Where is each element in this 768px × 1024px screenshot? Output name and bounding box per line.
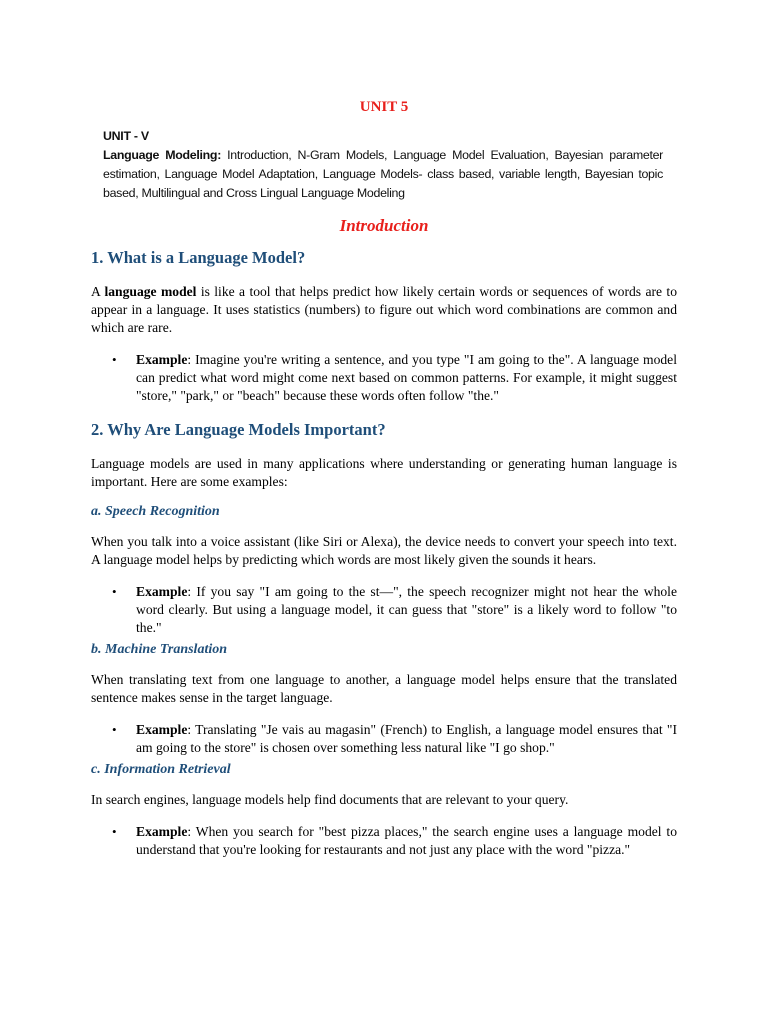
example-text: : Imagine you're writing a sentence, and you type "I am going to the". A language model can predict what word might come next based on common patterns. For example, it might suggest "store," "park," or "beach" because these words often follow "the."	[136, 352, 677, 403]
example-text: : When you search for "best pizza places," the search engine uses a language model to understand that you're looking for restaurants and not just any place with the word "pizza."	[136, 824, 677, 857]
example-label: Example	[136, 722, 188, 737]
main-content	[91, 247, 677, 859]
topics-list: Introduction, N-Gram Models, Language Model Evaluation, Bayesian parameter estimation, Language Model Adaptation, Language Models- class based, variable length, Bayesian topic based, Multilingual and Cross Lingual Language Modeling	[103, 148, 664, 200]
bullet-icon: •	[112, 722, 117, 737]
example-list	[91, 351, 677, 405]
section1-paragraph	[91, 283, 677, 337]
list-item	[112, 583, 677, 637]
bullet-icon: •	[112, 584, 117, 599]
unit-label: UNIT - V	[103, 129, 149, 143]
text-run: A	[91, 284, 105, 299]
example-label: Example	[136, 352, 188, 367]
example-label: Example	[136, 584, 188, 599]
example-list	[91, 583, 677, 637]
subheading-speech-recognition: a. Speech Recognition	[91, 504, 220, 519]
bold-term: language model	[104, 284, 197, 299]
information-retrieval-paragraph: In search engines, language models help find documents that are relevant to your query.	[91, 792, 569, 807]
topics-lead: Language Modeling:	[103, 148, 222, 162]
syllabus-block	[103, 127, 663, 203]
machine-translation-paragraph: When translating text from one language to another, a language model helps ensure that the translated sentence makes sense in the target language.	[91, 672, 677, 705]
example-list	[91, 823, 677, 859]
section-heading-what-is-lm: 1. What is a Language Model?	[91, 248, 306, 267]
section2-paragraph: Language models are used in many applications where understanding or generating human language is important. Here are some examples:	[91, 456, 677, 489]
bullet-icon: •	[112, 352, 117, 367]
subheading-information-retrieval: c. Information Retrieval	[91, 762, 231, 777]
syllabus-topics	[103, 146, 663, 203]
list-item	[112, 351, 677, 405]
text-run: is like a tool that helps predict how likely certain words or sequences of words are to appear in a language. It uses statistics (numbers) to figure out which word combinations are common and which are rare.	[91, 284, 678, 335]
list-item	[112, 721, 677, 757]
introduction-heading: Introduction	[339, 216, 429, 235]
subheading-machine-translation: b. Machine Translation	[91, 642, 228, 657]
section-heading-why-important: 2. Why Are Language Models Important?	[91, 420, 386, 439]
unit-title: UNIT 5	[359, 99, 409, 115]
speech-recognition-paragraph: When you talk into a voice assistant (like Siri or Alexa), the device needs to convert your speech into text. A language model helps by predicting which words are most likely given the sounds it hears.	[91, 534, 677, 567]
example-label: Example	[136, 824, 188, 839]
example-text: : Translating "Je vais au magasin" (French) to English, a language model ensures that "I am going to the store" is chosen over something less natural like "I go shop."	[136, 722, 677, 755]
bullet-icon: •	[112, 824, 117, 839]
example-text: : If you say "I am going to the st—", the speech recognizer might not hear the whole word clearly. But using a language model, it can guess that "store" is a likely word to follow "to the."	[136, 584, 677, 635]
list-item	[112, 823, 677, 859]
example-list	[91, 721, 677, 757]
